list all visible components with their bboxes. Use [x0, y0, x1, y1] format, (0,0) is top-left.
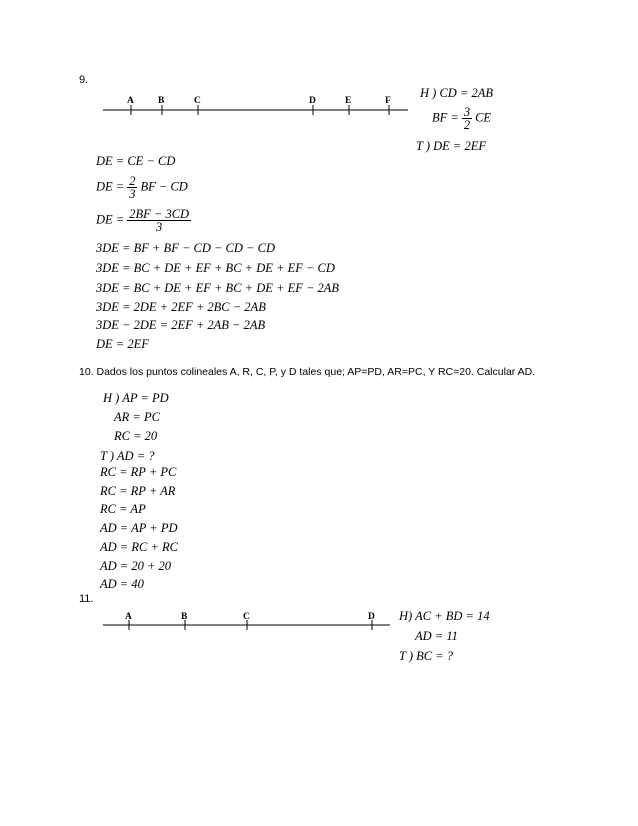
- p10-line-4: T ) AD = ?: [100, 449, 155, 463]
- point-label-d: D: [309, 96, 316, 106]
- p11-line-3: T ) BC = ?: [399, 649, 454, 663]
- point-label-f: F: [385, 96, 391, 106]
- point-label-a: A: [127, 96, 134, 106]
- p10-line-6: RC = RP + AR: [100, 484, 176, 498]
- p10-line-11: AD = 40: [100, 577, 144, 591]
- p9-step-8: 3DE − 2DE = 2EF + 2AB − 2AB: [96, 318, 266, 332]
- problem-10-statement: 10. Dados los puntos colineales A, R, C, P, y D tales que; AP=PD, AR=PC, Y RC=20. Calcular AD.: [79, 366, 536, 378]
- p10-line-1: H ) AP = PD: [103, 391, 169, 405]
- p9-step-7: 3DE = 2DE + 2EF + 2BC − 2AB: [96, 300, 266, 314]
- p9-hypothesis-1: H ) CD = 2AB: [420, 86, 494, 100]
- p9-s2-num: 2: [129, 174, 136, 188]
- p9-s3-den: 3: [127, 220, 191, 233]
- problem-9-number: 9.: [79, 74, 89, 86]
- p9-s2-den: 3: [129, 187, 136, 201]
- p10-line-3: RC = 20: [114, 429, 158, 443]
- p11-line-2: AD = 11: [415, 629, 458, 643]
- p11-line-1: H) AC + BD = 14: [399, 609, 490, 623]
- p9-step-6: 3DE = BC + DE + EF + BC + DE + EF − 2AB: [96, 281, 340, 295]
- p10-line-8: AD = AP + PD: [100, 521, 178, 535]
- p10-line-7: RC = AP: [100, 502, 146, 516]
- p9-s3-num: 2BF − 3CD: [129, 207, 190, 221]
- p11-point-label-c: C: [243, 612, 250, 622]
- p9-h2-den: 2: [463, 118, 471, 132]
- p9-step-5: 3DE = BC + DE + EF + BC + DE + EF − CD: [96, 261, 335, 275]
- p11-point-label-d: D: [368, 612, 375, 622]
- p9-step-4: 3DE = BF + BF − CD − CD − CD: [96, 241, 275, 255]
- p9-h2-num: 3: [463, 105, 471, 119]
- p9-step-9: DE = 2EF: [96, 337, 149, 351]
- p10-line-5: RC = RP + PC: [100, 465, 177, 479]
- p11-point-label-b: B: [181, 612, 188, 622]
- p9-s3-lhs: DE =: [96, 212, 125, 227]
- p10-line-10: AD = 20 + 20: [100, 559, 172, 573]
- p9-thesis: T ) DE = 2EF: [416, 139, 487, 153]
- point-label-c: C: [194, 96, 201, 106]
- p10-line-2: AR = PC: [114, 410, 160, 424]
- p9-h2-rhs: CE: [475, 110, 492, 125]
- problem-11-number: 11.: [79, 593, 94, 605]
- p9-step-1: DE = CE − CD: [96, 154, 176, 168]
- p9-s2-rhs: BF − CD: [140, 179, 188, 194]
- point-label-e: E: [345, 96, 352, 106]
- p9-s2-lhs: DE =: [96, 179, 125, 194]
- p10-line-9: AD = RC + RC: [100, 540, 178, 554]
- point-label-b: B: [158, 96, 165, 106]
- p11-point-label-a: A: [125, 612, 132, 622]
- p9-h2-lhs: BF =: [432, 110, 459, 125]
